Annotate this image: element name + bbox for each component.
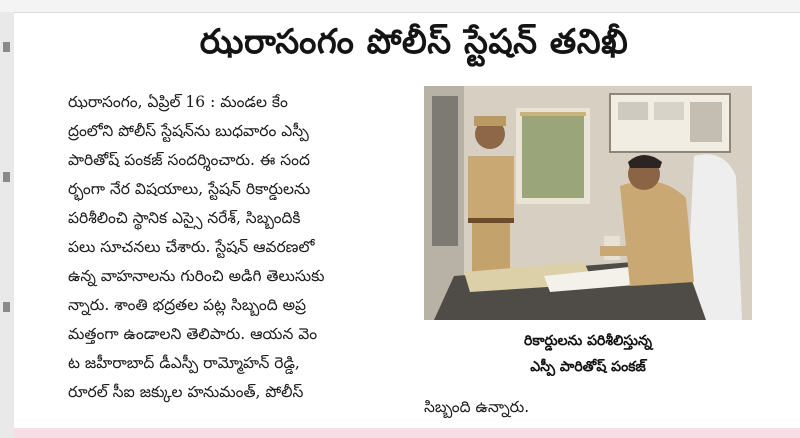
- window-bar: [520, 112, 586, 116]
- officer-seated-shirt: [620, 181, 694, 286]
- officer-belt: [468, 218, 514, 223]
- officer-cap: [474, 116, 506, 126]
- window-view: [522, 114, 584, 198]
- officer-standing-shirt: [468, 156, 514, 220]
- article-line: పరిశీలించి స్థానిక ఎస్సై నరేశ్, సిబ్బందికి: [68, 209, 301, 227]
- article-continuation: సిబ్బంది ఉన్నారు.: [424, 398, 530, 416]
- officer-arm: [600, 246, 630, 256]
- article-line: మత్తంగా ఉండాలని తెలిపారు. ఆయన వెం: [68, 325, 318, 343]
- adjacent-column-edge: [0, 12, 14, 438]
- page-top-strip: [0, 0, 800, 13]
- caption-line: ఎస్పీ పారితోష్ పంకజ్: [530, 359, 646, 375]
- doorway: [432, 96, 458, 246]
- article-line: రూరల్ సీఐ జక్కుల హనుమంత్, పోలీస్: [68, 383, 304, 401]
- notice-paper: [654, 102, 684, 120]
- edge-mark: [3, 302, 10, 312]
- caption-line: రికార్డులను పరిశీలిస్తున్న: [524, 333, 652, 349]
- article-line: ఉన్న వాహనాలను గురించి అడిగి తెలుసుకు: [68, 267, 325, 285]
- bottom-band: [14, 428, 800, 438]
- edge-mark: [3, 42, 10, 52]
- edge-mark: [3, 172, 10, 182]
- photo-caption: [424, 328, 752, 380]
- article-line: న్నారు. శాంతి భద్రతల పట్ల సిబ్బంది అప్ర: [68, 296, 307, 314]
- photo-illustration: [424, 86, 752, 320]
- article-line: ర్భంగా నేర విషయాలు, స్టేషన్ రికార్డులను: [68, 180, 311, 198]
- news-photo: [424, 86, 752, 320]
- article-line: పలు సూచనలు చేశారు. స్టేషన్ ఆవరణలో: [68, 238, 315, 256]
- article-body: [68, 88, 414, 407]
- article-line: ఝరాసంగం, ఏప్రిల్ 16 : మండల కేం: [68, 93, 288, 111]
- article-line: ట జహీరాబాద్ డీఎస్పీ రామ్మోహన్ రెడ్డి,: [68, 354, 300, 372]
- headline: ఝరాసంగం పోలీస్ స్టేషన్ తనిఖీ: [199, 22, 629, 62]
- article-line: పారితోష్ పంకజ్ సందర్శించారు. ఈ సంద: [68, 151, 310, 169]
- notice-paper: [618, 102, 648, 120]
- notice-paper: [690, 102, 722, 142]
- article-line: ద్రంలోని పోలీస్ స్టేషన్‌ను బుధవారం ఎస్పీ: [68, 122, 309, 140]
